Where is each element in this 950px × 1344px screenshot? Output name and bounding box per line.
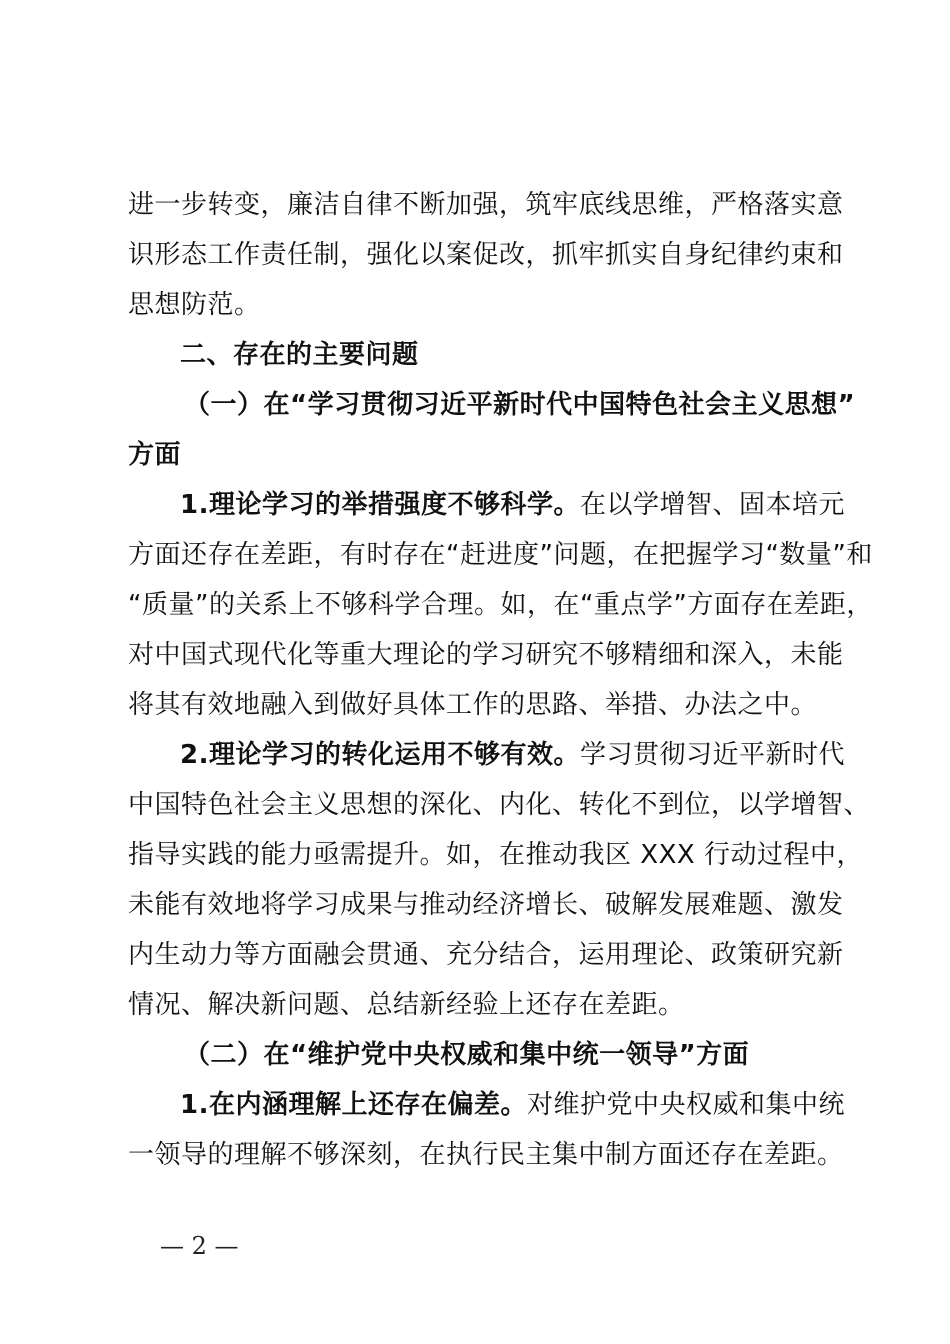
paragraph-line: 将其有效地融入到做好具体工作的思路、举措、办法之中。 (128, 690, 818, 720)
document-body (128, 180, 873, 1180)
subsection-heading: （二）在“维护党中央权威和集中统一领导”方面 (184, 1040, 750, 1070)
section-heading: 二、存在的主要问题 (180, 340, 419, 370)
item-title: 1.理论学习的举措强度不够科学。 (180, 490, 580, 520)
subsection-heading-cont: 方面 (128, 440, 182, 470)
item-first-line (128, 480, 845, 530)
paragraph-line: 一领导的理解不够深刻，在执行民主集中制方面还存在差距。 (128, 1140, 844, 1170)
item-text: 学习贯彻习近平新时代 (579, 740, 845, 770)
paragraph-line: 进一步转变，廉洁自律不断加强，筑牢底线思维，严格落实意 (128, 190, 844, 220)
item-first-line (128, 730, 845, 780)
paragraph-line: “质量”的关系上不够科学合理。如，在“重点学”方面存在差距， (128, 590, 873, 620)
paragraph-line: 识形态工作责任制，强化以案促改，抓牢抓实自身纪律约束和 (128, 240, 844, 270)
paragraph-line: 情况、解决新问题、总结新经验上还存在差距。 (128, 990, 685, 1020)
item-text: 在以学增智、固本培元 (579, 490, 845, 520)
paragraph-line: 未能有效地将学习成果与推动经济增长、破解发展难题、激发 (128, 890, 844, 920)
paragraph-line: 思想防范。 (128, 290, 261, 320)
item-title: 1.在内涵理解上还存在偏差。 (180, 1090, 527, 1120)
page-number: — 2 — (160, 1232, 239, 1260)
item-text: 对维护党中央权威和集中统 (526, 1090, 845, 1120)
subsection-heading: （一）在“学习贯彻习近平新时代中国特色社会主义思想” (184, 390, 856, 420)
paragraph-line: 指导实践的能力亟需提升。如，在推动我区 XXX 行动过程中， (128, 840, 863, 870)
paragraph-line: 方面还存在差距，有时存在“赶进度”问题，在把握学习“数量”和 (128, 540, 873, 570)
paragraph-line: 内生动力等方面融会贯通、充分结合，运用理论、政策研究新 (128, 940, 844, 970)
item-first-line (128, 1080, 845, 1130)
item-title: 2.理论学习的转化运用不够有效。 (180, 740, 580, 770)
paragraph-line: 对中国式现代化等重大理论的学习研究不够精细和深入，未能 (128, 640, 844, 670)
paragraph-line: 中国特色社会主义思想的深化、内化、转化不到位，以学增智、 (128, 790, 871, 820)
